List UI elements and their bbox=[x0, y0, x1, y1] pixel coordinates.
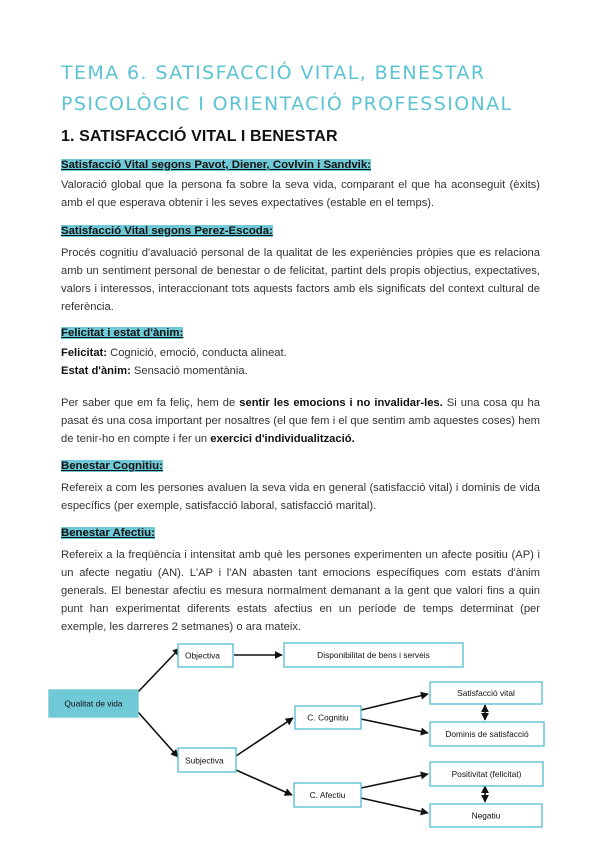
node-afectiu-label: C. Afectiu bbox=[309, 790, 346, 800]
subheading-felicitat: Felicitat i estat d'ànim: bbox=[61, 327, 184, 339]
edge-cognitiu-dominis bbox=[361, 719, 428, 733]
felicitat-text: Cognició, emoció, conducta alineat. bbox=[107, 347, 287, 359]
paragraph-benestar-cognitiu: Refereix a com les persones avaluen la seva vida en general (satisfacció vital) i dominis de vida específics (per exemple, satisfacció laboral, satisfacció marital). bbox=[61, 482, 540, 512]
node-dominis bbox=[430, 722, 544, 746]
subheading-benestar-afectiu: Benestar Afectiu: bbox=[61, 527, 155, 539]
estat-text: Sensació momentània. bbox=[130, 365, 248, 377]
node-cognitiu-label: C. Cognitiu bbox=[307, 712, 349, 723]
subheading-benestar-cognitiu: Benestar Cognitiu: bbox=[61, 460, 163, 472]
node-disponibilitat bbox=[284, 643, 463, 667]
felicitat-label: Felicitat: bbox=[61, 347, 108, 359]
node-objectiva-label: Objectiva bbox=[185, 650, 220, 661]
subheading-pavot: Satisfacció Vital segons Pavot, Diener, Covlvin i Sandvik: bbox=[61, 159, 371, 171]
node-negatiu bbox=[430, 804, 542, 827]
node-dominis-label: Dominis de satisfacció bbox=[445, 729, 529, 739]
edge-afectiu-positivitat bbox=[361, 774, 428, 788]
node-cognitiu bbox=[295, 706, 361, 729]
node-positivitat bbox=[430, 762, 543, 786]
page-title: TEMA 6. SATISFACCIÓ VITAL, BENESTAR PSICOLÒGIC I ORIENTACIÓ PROFESSIONAL bbox=[61, 62, 513, 115]
node-qualitat-de-vida-label: Qualitat de vida bbox=[64, 698, 123, 709]
estat-label: Estat d'ànim: bbox=[61, 365, 131, 377]
subheading-perez-escoda: Satisfacció Vital segons Perez-Escoda: bbox=[61, 225, 273, 237]
node-positivitat-label: Positivitat (felicitat) bbox=[451, 769, 522, 779]
node-subjectiva bbox=[178, 748, 236, 772]
node-qualitat-de-vida bbox=[49, 690, 138, 717]
section-heading: 1. SATISFACCIÓ VITAL I BENESTAR bbox=[61, 128, 338, 145]
node-satisfaccio-vital-label: Satisfacció vital bbox=[457, 688, 515, 698]
node-satisfaccio-vital bbox=[430, 682, 542, 704]
edge-root-objectiva bbox=[138, 648, 180, 692]
node-afectiu bbox=[294, 783, 361, 807]
node-negatiu-label: Negatiu bbox=[471, 810, 501, 821]
node-disponibilitat-label: Disponibilitat de bens i serveis bbox=[317, 650, 430, 660]
edge-subjectiva-afectiu bbox=[236, 770, 292, 795]
node-objectiva bbox=[178, 644, 233, 667]
edge-afectiu-negatiu bbox=[361, 798, 428, 813]
edge-cognitiu-satisfaccio bbox=[361, 694, 428, 710]
paragraph-pavot: Valoració global que la persona fa sobre la seva vida, comparant el que ha aconseguit (èxits) amb el que esperava obtenir i les seves expectatives (estable en el temps). bbox=[61, 179, 540, 209]
paragraph-sentir-emocions: Per saber que em fa feliç, hem de sentir les emocions i no invalidar-les. Si una cosa qu ha pasat és una cosa important per nosaltres (el que fem i el que sentim amb aquestes coses) hem de tenir-ho en compte i fer un exercici d'individualització. bbox=[61, 397, 540, 445]
paragraph-benestar-afectiu: Refereix a la freqüència i intensitat amb què les persones experimenten un afecte positiu (AP) i un afecte negatiu (AN). L'AP i l'AN abasten tant emocions específiques com estats d'ànim generals. El benestar afectiu es mesura normalment demanant a la gent que valori fins a quin punt han experimentat diferents estats afectius en un període de temps determinat (per exemple, les darreres 2 setmanes) o ara mateix. bbox=[61, 549, 540, 633]
node-subjectiva-label: Subjectiva bbox=[185, 755, 224, 766]
edge-subjectiva-cognitiu bbox=[236, 718, 293, 756]
edge-root-subjectiva bbox=[138, 712, 178, 757]
paragraph-perez-escoda: Procés cognitiu d'avaluació personal de la qualitat de les experiències pròpies que es relaciona amb un sentiment personal de benestar o de felicitat, partint dels propis objectius, expectatives, valors i interessos, interaccionant tots aquests factors amb els significats del context cultural de referència. bbox=[61, 247, 540, 313]
